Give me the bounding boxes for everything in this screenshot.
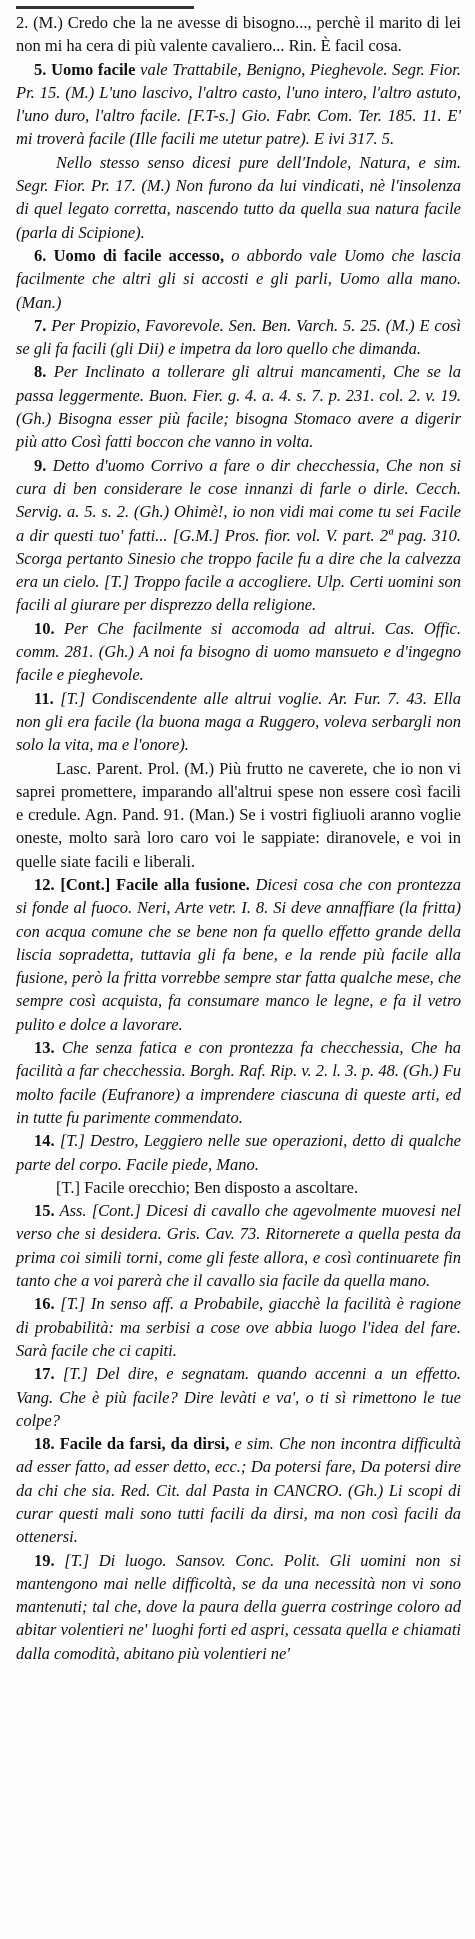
entry-12: 12. [Cont.] Facile alla fusione. Dicesi cosa che con prontezza si fonde al fuoco. Neri, Arte vetr. I. 8. Si deve annaffiare (la fritta) con acqua comune che se bene non fa quello effetto grande della liscia sopradetta, tuttavia gli fa bene, e la rende più facile alla fusione, però la fritta vorrebbe sempre star fatta qualche mese, che sempre così acquista, fa consumare manco le legne, e fa il vetro pulito e dolce a lavorare. [16, 874, 461, 1034]
entry-11-sub: Lasc. Parent. Prol. (M.) Più frutto ne caverete, che io non vi saprei promettere, imparando all'altrui spese non essere così facili e credule. Agn. Pand. 91. (Man.) Se i vostri figliuoli aranno voglie oneste, molto sarà loro caro voi le sappiate: diranovele, e voi in quelle siate facili e liberali. [16, 758, 461, 871]
top-rule [16, 6, 194, 9]
entry-14-sub: [T.] Facile orecchio; Ben disposto a ascoltare. [56, 1177, 359, 1197]
entry-5: 5. Uomo facile vale Trattabile, Benigno, Pieghevole. Segr. Fior. Pr. 15. (M.) L'uno lascivo, l'altro casto, l'uno intero, l'altro astuto, l'uno duro, l'altro facile. [F.T-s.] Gio. Fabr. Com. Ter. 185. 11. E' mi troverà facile (Ille facili me utetur patre). E ivi 317. 5. [16, 59, 461, 149]
entry-16: 16. [T.] In senso aff. a Probabile, giacchè la facilità è ragione di probabilità: ma serbisi a cose ove abbia luogo l'idea del fare. Sarà facile che ci capiti. [16, 1294, 461, 1360]
entry-15: 15. Ass. [Cont.] Dicesi di cavallo che agevolmente muovesi nel verso che si desidera. Gris. Cav. 73. Ritornerete a quella pesta da prima coi simili torni, come gli feste allora, e così continuarete fin tanto che a voi parerà che il cavallo sia facile da quella mano. [16, 1201, 461, 1291]
entry-19: 19. [T.] Di luogo. Sansov. Conc. Polit. Gli uomini non si mantengono mai nelle difficoltà, se da una necessità non vi sono mantenuti; tal che, dove la paura della guerra costringe coloro ad abitar volentieri ne' luoghi forti ed aspri, cessata quella e chiamati dalla comodità, abitano più volentieri ne' [16, 1550, 461, 1663]
entry-17: 17. [T.] Del dire, e segnatam. quando accenni a un effetto. Vang. Che è più facile? Dire levàti e va', o ti sì rimettono le tue colpe? [16, 1364, 461, 1430]
entry-7: 7. Per Propizio, Favorevole. Sen. Ben. Varch. 5. 25. (M.) E così se gli fa facili (gli Dii) e impetra da loro quello che dimanda. [16, 315, 461, 359]
entry-text: 2. (M.) Credo che la ne avesse di bisogno..., perchè il marito di lei non mi ha cera di più valente cavaliero... Rin. È facil cosa. [16, 13, 461, 56]
entry-14: 14. [T.] Destro, Leggiero nelle sue operazioni, detto di qualche parte del corpo. Facile piede, Mano. [16, 1131, 461, 1174]
entry-5-sub: Nello stesso senso dicesi pure dell'Indole, Natura, e sim. Segr. Fior. Pr. 17. (M.) Non furono da lui vindicati, nè l'insolenza di quel legato corretta, nascendo tutto da quella sua natura facile (parla di Scipione). [16, 152, 461, 242]
entry-10: 10. Per Che facilmente si accomoda ad altrui. Cas. Offic. comm. 281. (Gh.) A noi fa bisogno di uomo mansueto e d'ingegno facile e pieghevole. [16, 618, 461, 685]
entry-8: 8. Per Inclinato a tollerare gli altrui mancamenti, Che se la passa leggermente. Buon. Fier. g. 4. a. 4. s. 7. p. 231. col. 2. v. 19. (Gh.) Bisogna esser più facile; bisogna Stomaco avere a digerir più atto Così fatti boccon che vanno in volta. [16, 362, 461, 452]
entry-11: 11. [T.] Condiscendente alle altrui voglie. Ar. Fur. 7. 43. Ella non gli era facile (la buona maga a Ruggero, voleva serbargli non solo la vita, ma e l'onore). [16, 688, 461, 755]
entry-9: 9. Detto d'uomo Corrivo a fare o dir checchessia, Che non si cura di ben considerare le cose innanzi di farle o dirle. Cecch. Servig. a. 5. s. 2. (Gh.) Ohimè!, io non vidi mai come tu sei Facile a dir questi tuo' fatti... [G.M.] Pros. fior. vol. V. part. 2ª pag. 310. Scorga pertanto Sinesio che troppo facile fu a dire che la calvezza era un cielo. [T.] Troppo facile a accogliere. Ulp. Certi uomini son facili al giurare per disprezzo della religione. [16, 455, 461, 615]
entry-6: 6. Uomo di facile accesso, o abbordo vale Uomo che lascia facilmente che altri gli si accosti e gli parli, Uomo alla mano. (Man.) [16, 245, 462, 312]
entry-13: 13. Che senza fatica e con prontezza fa checchessia, Che ha facilità a far checchessia. Borgh. Raf. Rip. v. 2. l. 3. p. 48. (Gh.) Fu molto facile (Eufranore) a imprendere ciascuna di queste arti, ed in tutte fu parimente commendato. [16, 1038, 461, 1127]
entry-18: 18. Facile da farsi, da dirsi, e sim. Che non incontra difficultà ad esser fatto, ad esser detto, ecc.; Da potersi fare, Da potersi dire da chi che sia. Red. Cit. dal Pasta in CANCRO. (Gh.) Li scopi di curar questi mali sono tutti facili da dirsi, ma non così facili da ottenersi. [16, 1434, 461, 1547]
